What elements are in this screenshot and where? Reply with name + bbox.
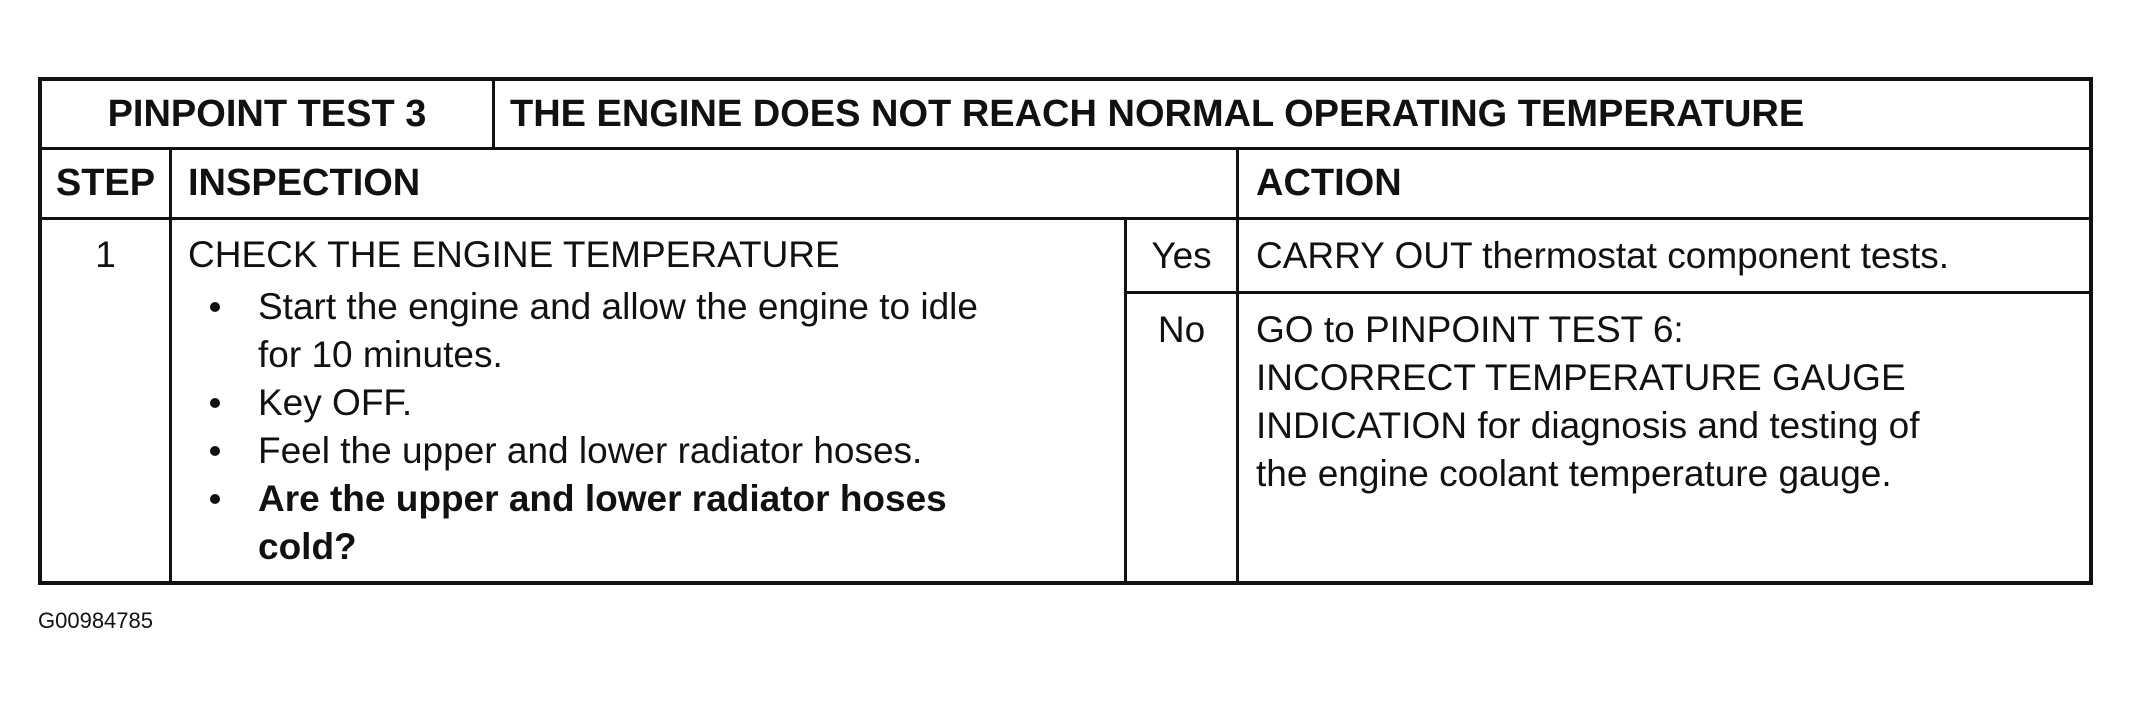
divider [492,81,495,147]
divider [1124,291,2089,294]
step-title: CHECK THE ENGINE TEMPERATURE [188,234,840,275]
list-item: for 10 minutes. [258,334,503,375]
test-label: PINPOINT TEST 3 [107,92,427,135]
test-title: THE ENGINE DOES NOT REACH NORMAL OPERATING TEMPERATURE [510,92,1805,135]
action-no [1256,306,1920,498]
bullet-icon [210,398,220,408]
bullet-icon [210,494,220,504]
action-line: GO to PINPOINT TEST 6: [1256,309,1684,350]
list-item: cold? [258,526,357,567]
list-item: Feel the upper and lower radiator hoses. [188,427,1118,475]
action-line: INDICATION for diagnosis and testing of [1256,405,1920,446]
column-header-action: ACTION [1256,162,1402,204]
action-yes: CARRY OUT thermostat component tests. [1256,234,1950,276]
figure-id: G00984785 [38,608,153,633]
bullet-icon [210,302,220,312]
divider [169,147,172,585]
pinpoint-test-table [38,77,2093,585]
list-item: Key OFF. [188,379,1118,427]
list-item: Are the upper and lower radiator hoses [188,475,1118,523]
action-line: INCORRECT TEMPERATURE GAUGE [1256,357,1906,398]
column-header-inspection: INSPECTION [188,162,421,204]
column-header-step: STEP [55,162,156,204]
inspection-bullet-list [188,283,1118,571]
step-number: 1 [95,234,116,275]
bullet-icon [210,446,220,456]
action-line: the engine coolant temperature gauge. [1256,453,1892,494]
answer-yes: Yes [1151,234,1212,276]
list-item: Start the engine and allow the engine to idle [188,283,1118,331]
answer-no: No [1157,309,1206,350]
divider [1236,147,1239,585]
